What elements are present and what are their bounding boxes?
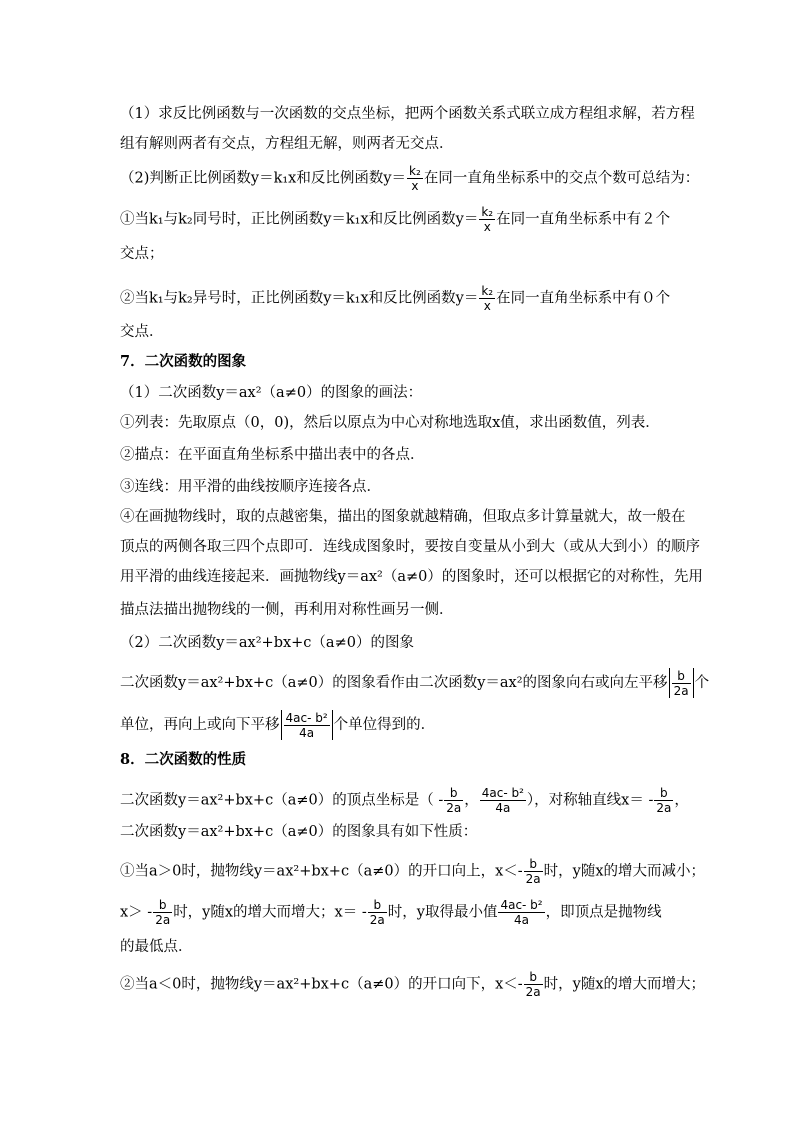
text: ②当k₁与k₂异号时，正比例函数y＝k₁x和反比例函数y＝ [120,290,479,307]
fraction-discriminant [480,786,526,815]
fraction-numerator: 4ac- b² [500,898,543,912]
text: ④在画抛物线时，取的点越密集，描出的图象就越精确，但取点多计算量就大，故一般在 [120,509,686,525]
paragraph [120,413,660,433]
fraction-denominator: x [483,299,491,313]
paragraph [120,822,477,842]
fraction-b-over-2a [672,669,691,698]
fraction-denominator: 2a [446,801,462,815]
text: 的最低点． [120,939,193,955]
fraction-numerator: b [368,898,387,913]
paragraph [120,710,435,740]
text: ），对称轴直线x＝ - [526,792,654,809]
paragraph [120,937,193,957]
text: 二次函数y＝ax²+bx+c（a≠0）的图象具有如下性质： [120,824,478,840]
fraction-k2-over-x [479,205,495,234]
text: 用平滑的曲线连接起来．画抛物线y＝ax²（a≠0）的图象时，还可以根据它的对称性，先用 [120,569,703,585]
section-heading [120,750,246,770]
fraction-numerator: b [153,898,172,913]
text: 时，y取得最小值 [387,904,498,921]
fraction-denominator: 4a [495,801,511,815]
paragraph [120,786,689,815]
text: 时，y随x的增大而增大；x＝ - [173,904,367,921]
text: （2）二次函数y＝ax²+bx+c（a≠0）的图象 [120,635,414,651]
fraction-denominator: 4a [299,725,315,740]
abs-bar [669,668,670,698]
fraction-denominator: x [411,179,419,193]
paragraph [120,857,705,886]
fraction-numerator: k₂ [481,284,494,298]
paragraph [120,244,164,264]
text: 二次函数y＝ax²+bx+c（a≠0）的顶点坐标是（ - [120,792,444,809]
fraction-discriminant [284,711,330,740]
paragraph [120,104,695,124]
paragraph [120,668,709,698]
fraction-numerator: b [444,786,463,801]
text: 交点． [120,324,164,340]
text: x＞ - [120,904,153,921]
text: 时，y随x的增大而减小； [543,863,706,880]
fraction-numerator: k₂ [481,205,494,219]
abs-bar [332,710,333,740]
paragraph [120,134,454,154]
text: （1）二次函数y＝ax²（a≠0）的图象的画法： [120,385,423,401]
text: 个单位得到的． [333,717,436,733]
fraction-numerator: b [524,970,543,985]
paragraph [120,445,425,465]
text: ，即顶点是抛物线 [545,904,662,921]
fraction-denominator: 2a [525,985,541,999]
heading-text: 7．二次函数的图象 [120,353,247,370]
fraction-denominator: 2a [155,913,171,927]
text: 在同一直角坐标系中有２个 [496,211,671,228]
fraction-k2-over-x [479,284,495,313]
fraction-denominator: x [483,220,491,234]
paragraph [120,600,454,620]
fraction-denominator: 4a [514,913,530,927]
paragraph [120,537,700,557]
fraction-b-over-2a [524,970,543,999]
text: 在同一直角坐标系中有０个 [496,290,671,307]
paragraph [120,507,686,527]
text: （1）求反比例函数与一次函数的交点坐标，把两个函数关系式联立成方程组求解，若方程 [120,106,695,122]
paragraph [120,164,699,193]
section-heading [120,352,246,372]
text: ②描点：在平面直角坐标系中描出表中的各点． [120,447,425,463]
text: ②当a＜0时，抛物线y＝ax²+bx+c（a≠0）的开口向下，x＜- [120,976,523,993]
text: ①列表：先取原点（0，0)，然后以原点为中心对称地选取x值，求出函数值，列表． [120,415,660,431]
text: 二次函数y＝ax²+bx+c（a≠0）的图象看作由二次函数y＝ax²的图象向右或向左平移 [120,675,668,691]
text: ， [674,792,689,809]
paragraph [120,633,414,653]
fraction-k2-over-x [407,164,423,193]
fraction-numerator: b [654,786,673,801]
fraction-denominator: 2a [369,913,385,927]
text: （2)判断正比例函数y＝k₁x和反比例函数y＝ [120,170,407,187]
fraction-b-over-2a [524,857,543,886]
paragraph [120,477,381,497]
fraction-numerator: 4ac- b² [481,786,524,800]
paragraph [120,322,164,342]
fraction-numerator: k₂ [409,164,421,178]
paragraph [120,383,422,403]
fraction-denominator: 2a [656,801,672,815]
text: ①当k₁与k₂同号时，正比例函数y＝k₁x和反比例函数y＝ [120,211,479,228]
text: 描点法描出抛物线的一侧，再利用对称性画另一侧． [120,602,454,618]
fraction-denominator: 2a [525,872,541,886]
text: 个 [694,675,710,691]
paragraph [120,567,703,587]
fraction-denominator: 2a [673,683,689,698]
paragraph [120,205,670,234]
text: 交点； [120,246,164,262]
fraction-numerator: b [672,669,691,684]
paragraph [120,970,705,999]
fraction-numerator: 4ac- b² [285,710,328,725]
abs-bar [693,668,694,698]
fraction-b-over-2a [368,898,387,927]
text: 在同一直角坐标系中的交点个数可总结为： [423,170,700,187]
fraction-discriminant [498,898,544,927]
fraction-b-over-2a [153,898,172,927]
text: 顶点的两侧各取三四个点即可．连线成图象时，要按自变量从小到大（或从大到小）的顺序 [120,539,700,555]
fraction-numerator: b [524,857,543,872]
text: ③连线：用平滑的曲线按顺序连接各点． [120,479,381,495]
text: 组有解则两者有交点，方程组无解，则两者无交点． [120,136,454,152]
fraction-b-over-2a [444,786,463,815]
fraction-b-over-2a [654,786,673,815]
heading-text: 8．二次函数的性质 [120,751,247,768]
text: 时，y随x的增大而增大； [543,976,706,993]
text: ①当a＞0时，抛物线y＝ax²+bx+c（a≠0）的开口向上，x＜- [120,863,523,880]
text: 单位，再向上或向下平移 [120,717,280,733]
paragraph [120,284,670,313]
abs-bar [281,710,282,740]
text: ， [464,792,479,809]
paragraph [120,898,662,927]
